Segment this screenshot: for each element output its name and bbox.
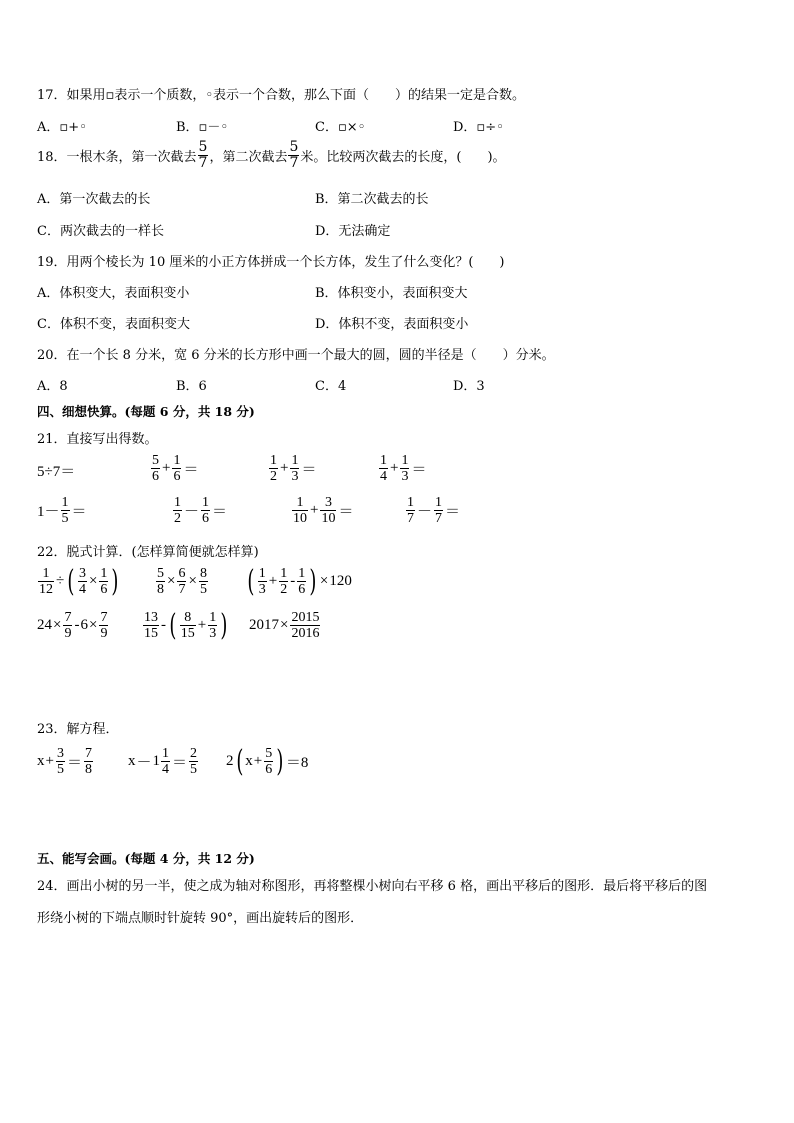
- q19-option-c: C．体积不变，表面积变大: [37, 317, 190, 332]
- q24-stem-line-2: 形绕小树的下端点顺时针旋转 90°，画出旋转后的图形．: [37, 911, 364, 926]
- q21-item-8: $\frac{1}{7}$ － $\frac{1}{7}$ ＝: [407, 495, 461, 526]
- q18-option-b: B．第二次截去的长: [315, 192, 429, 207]
- q23-equation-1: x + $\frac{3}{5}$ ＝ $\frac{7}{8}$: [37, 746, 92, 777]
- q21-item-4: $\frac{1}{4}$ + $\frac{1}{3}$ ＝: [380, 453, 427, 484]
- q18-prefix: 18．一根木条，第一次截去: [37, 150, 197, 165]
- section-5-title: 五、能写会画。(每题 4 分，共 12 分): [37, 851, 255, 866]
- q18-fraction-2: $\frac{5}{7}$: [289, 139, 299, 171]
- q18-stem: [37, 140, 506, 171]
- q23-equation-2: x － 1 $\frac{1}{4}$ ＝ $\frac{2}{5}$: [128, 746, 198, 777]
- q18-option-a: A．第一次截去的长: [37, 192, 151, 207]
- q22-stem: 22．脱式计算．(怎样算简便就怎样算): [37, 545, 259, 560]
- q24-stem-line-1: 24．画出小树的另一半，使之成为轴对称图形，再将整棵小树向右平移 6 格，画出平移后的图形．最后将平移后的图: [37, 879, 708, 894]
- q21-item-7: $\frac{1}{10}$ + $\frac{3}{10}$ ＝: [293, 495, 354, 526]
- q18-suffix: 米。比较两次截去的长度，( )。: [300, 150, 506, 165]
- q21-item-1: 5÷7＝: [37, 463, 76, 480]
- q22-expr-2: $\frac{5}{8}$ × $\frac{6}{7}$ × $\frac{8}{5}$: [157, 566, 207, 597]
- q21-item-5: 1－ $\frac{1}{5}$ ＝: [37, 495, 87, 526]
- q17-stem: 17．如果用▫表示一个质数，◦表示一个合数，那么下面（ ）的结果一定是合数。: [37, 88, 526, 103]
- q20-option-b: B．6: [176, 379, 207, 394]
- q17-option-c: C．▫×◦: [315, 120, 366, 135]
- q18-option-d: D．无法确定: [315, 224, 391, 239]
- q18-middle: ，第二次截去: [209, 150, 288, 165]
- q22-expr-1: $\frac{1}{12}$ ÷ ( $\frac{3}{4}$ × $\frac{1}{6}$ ): [39, 563, 119, 599]
- section-4-title: 四、细想快算。(每题 6 分，共 18 分): [37, 404, 255, 419]
- q22-expr-5: $\frac{13}{15}$ - ( $\frac{8}{15}$ + $\frac{1}{3}$ ): [144, 607, 228, 643]
- q17-option-a: A．▫+◦: [37, 120, 87, 135]
- q18-fraction-1: $\frac{5}{7}$: [198, 139, 208, 171]
- q19-option-b: B．体积变小，表面积变大: [315, 286, 468, 301]
- q17-option-b: B．▫－◦: [176, 120, 229, 135]
- q19-option-a: A．体积变大，表面积变小: [37, 286, 190, 301]
- q22-expr-4: 24 × $\frac{7}{9}$ - 6 × $\frac{7}{9}$: [37, 610, 108, 641]
- q21-item-6: $\frac{1}{2}$ － $\frac{1}{6}$ ＝: [174, 495, 228, 526]
- q21-item-3: $\frac{1}{2}$ + $\frac{1}{3}$ ＝: [270, 453, 317, 484]
- q22-expr-6: 2017 × $\frac{2015}{2016}$: [249, 610, 320, 641]
- q22-expr-3: ( $\frac{1}{3}$ + $\frac{1}{2}$ - $\frac{1}{6}$ ) × 120: [247, 563, 352, 599]
- q23-equation-3: 2 ( x + $\frac{5}{6}$ ) ＝8: [226, 743, 309, 779]
- q21-item-2: $\frac{5}{6}$ + $\frac{1}{6}$ ＝: [152, 453, 199, 484]
- q19-option-d: D．体积不变，表面积变小: [315, 317, 469, 332]
- q19-stem: 19．用两个棱长为 10 厘米的小正方体拼成一个长方体，发生了什么变化？( ): [37, 255, 505, 270]
- q18-option-c: C．两次截去的一样长: [37, 224, 164, 239]
- q20-stem: 20．在一个长 8 分米，宽 6 分米的长方形中画一个最大的圆，圆的半径是（ ）分米。: [37, 348, 555, 363]
- q17-option-d: D．▫÷◦: [453, 120, 504, 135]
- q21-stem: 21．直接写出得数。: [37, 432, 158, 447]
- q23-stem: 23．解方程．: [37, 722, 119, 737]
- q20-option-d: D．3: [453, 379, 485, 394]
- q20-option-a: A．8: [37, 379, 68, 394]
- q20-option-c: C．4: [315, 379, 347, 394]
